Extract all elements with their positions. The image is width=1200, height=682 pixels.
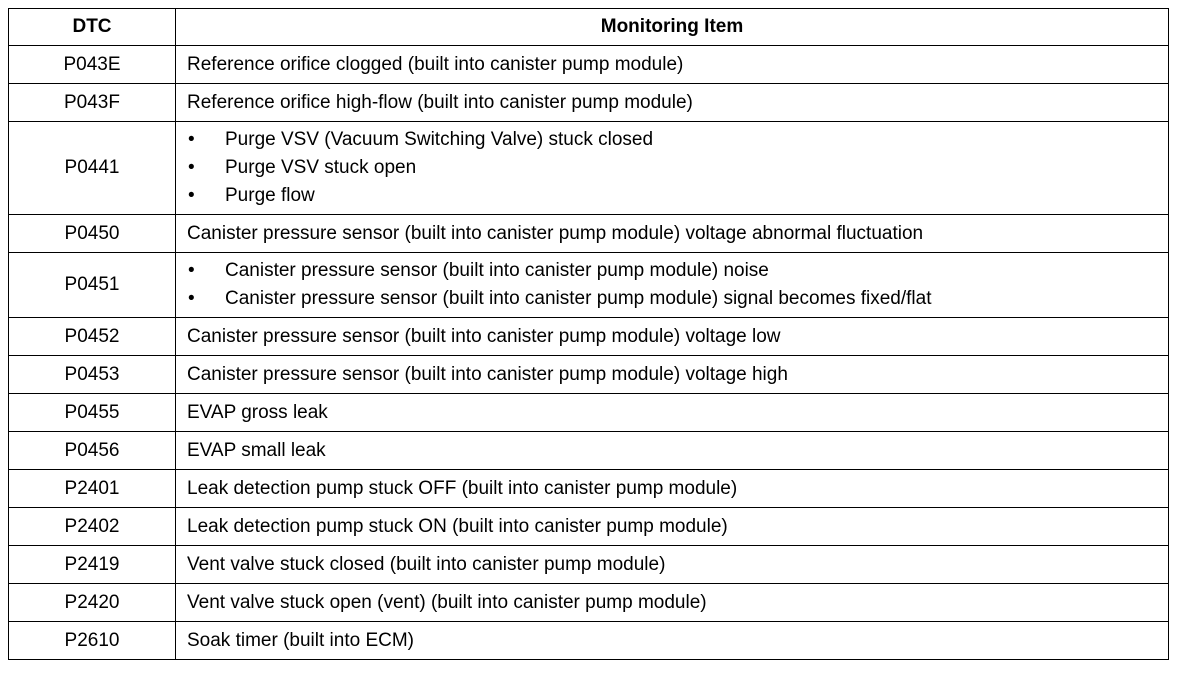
list-item <box>187 285 1168 313</box>
bullet-text: Purge VSV (Vacuum Switching Valve) stuck closed <box>225 129 654 150</box>
header-dtc: DTC <box>9 9 176 46</box>
table-row <box>9 622 1169 660</box>
dtc-code: P2420 <box>9 584 176 622</box>
monitoring-item: Canister pressure sensor (built into canister pump module) voltage low <box>176 318 1169 356</box>
monitoring-item: EVAP small leak <box>176 432 1169 470</box>
dtc-code: P0451 <box>9 253 176 318</box>
dtc-code: P0453 <box>9 356 176 394</box>
bullet-icon: • <box>188 260 195 281</box>
bullet-text: Purge VSV stuck open <box>225 157 417 178</box>
bullet-text: Canister pressure sensor (built into canister pump module) noise <box>225 260 769 281</box>
dtc-code: P0450 <box>9 215 176 253</box>
table-row <box>9 215 1169 253</box>
header-row <box>9 9 1169 46</box>
monitoring-item <box>176 253 1169 318</box>
table-row <box>9 508 1169 546</box>
bullet-text: Canister pressure sensor (built into canister pump module) signal becomes fixed/flat <box>225 288 932 309</box>
monitoring-item: Leak detection pump stuck OFF (built into canister pump module) <box>176 470 1169 508</box>
list-item <box>187 154 1168 182</box>
table-row <box>9 122 1169 215</box>
table-row <box>9 546 1169 584</box>
monitoring-item <box>176 122 1169 215</box>
table-row <box>9 253 1169 318</box>
dtc-code: P0455 <box>9 394 176 432</box>
bullet-text: Purge flow <box>225 185 315 206</box>
list-item <box>187 182 1168 210</box>
monitoring-item: Vent valve stuck closed (built into canister pump module) <box>176 546 1169 584</box>
dtc-code: P2419 <box>9 546 176 584</box>
monitoring-item: Soak timer (built into ECM) <box>176 622 1169 660</box>
dtc-code: P2401 <box>9 470 176 508</box>
list-item <box>187 257 1168 285</box>
monitoring-item: Leak detection pump stuck ON (built into canister pump module) <box>176 508 1169 546</box>
bullet-list <box>187 126 1168 210</box>
dtc-code: P2610 <box>9 622 176 660</box>
dtc-code: P2402 <box>9 508 176 546</box>
list-item <box>187 126 1168 154</box>
bullet-icon: • <box>188 129 195 150</box>
table-row <box>9 84 1169 122</box>
dtc-monitoring-table <box>8 8 1169 660</box>
monitoring-item: Reference orifice clogged (built into canister pump module) <box>176 46 1169 84</box>
dtc-code: P043F <box>9 84 176 122</box>
bullet-icon: • <box>188 157 195 178</box>
table-row <box>9 470 1169 508</box>
header-monitoring-item: Monitoring Item <box>176 9 1169 46</box>
bullet-icon: • <box>188 185 195 206</box>
monitoring-item: EVAP gross leak <box>176 394 1169 432</box>
dtc-code: P043E <box>9 46 176 84</box>
dtc-code: P0456 <box>9 432 176 470</box>
monitoring-item: Canister pressure sensor (built into canister pump module) voltage high <box>176 356 1169 394</box>
table-row <box>9 46 1169 84</box>
bullet-icon: • <box>188 288 195 309</box>
table-row <box>9 356 1169 394</box>
table-row <box>9 394 1169 432</box>
table-row <box>9 432 1169 470</box>
table-row <box>9 318 1169 356</box>
monitoring-item: Reference orifice high-flow (built into canister pump module) <box>176 84 1169 122</box>
dtc-code: P0441 <box>9 122 176 215</box>
table-row <box>9 584 1169 622</box>
monitoring-item: Canister pressure sensor (built into canister pump module) voltage abnormal fluctuation <box>176 215 1169 253</box>
bullet-list <box>187 257 1168 313</box>
monitoring-item: Vent valve stuck open (vent) (built into canister pump module) <box>176 584 1169 622</box>
dtc-code: P0452 <box>9 318 176 356</box>
